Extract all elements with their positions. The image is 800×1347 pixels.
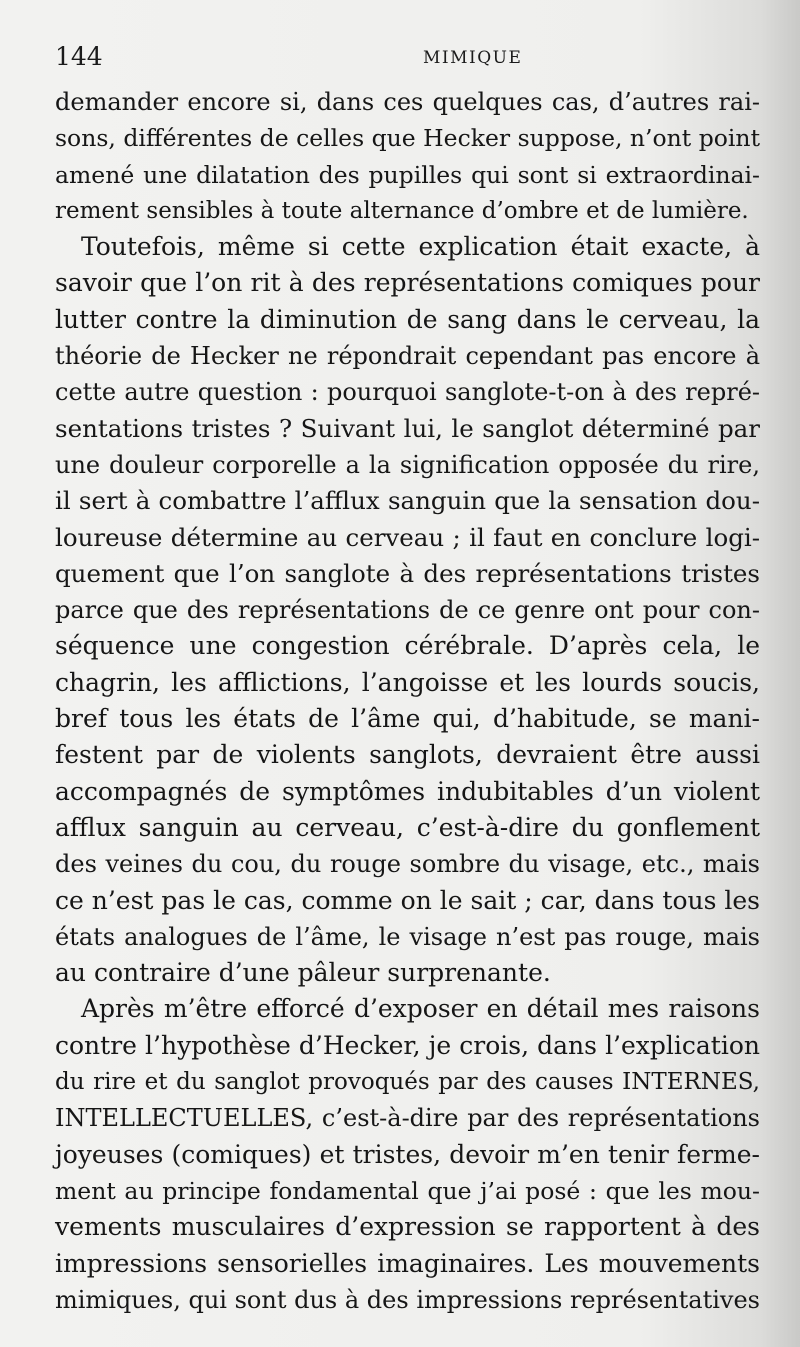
text-line: amené une dilatation des pupilles qui sont si extraordinai- bbox=[55, 160, 760, 189]
text-line: sentations tristes ? Suivant lui, le sanglot déterminé par bbox=[55, 413, 760, 443]
text-line: savoir que l’on rit à des représentations comiques pour bbox=[55, 268, 760, 298]
text-line: loureuse détermine au cerveau ; il faut en conclure logi- bbox=[55, 522, 760, 552]
text-line: Toutefois, même si cette explication était exacte, à bbox=[81, 232, 760, 262]
text-line: séquence une congestion cérébrale. D’après cela, le bbox=[55, 631, 760, 661]
text-line: états analogues de l’âme, le visage n’est pas rouge, mais bbox=[55, 922, 760, 951]
text-line: contre l’hypothèse d’Hecker, je crois, dans l’explication bbox=[55, 1030, 760, 1060]
text-line: bref tous les états de l’âme qui, d’habitude, se mani- bbox=[55, 704, 760, 734]
text-line: chagrin, les afflictions, l’angoisse et les lourds soucis, bbox=[55, 667, 760, 697]
text-line: il sert à combattre l’afflux sanguin que la sensation dou- bbox=[55, 486, 760, 516]
text-line: ment au principe fondamental que j’ai posé : que les mou- bbox=[55, 1176, 760, 1205]
text-line: sons, différentes de celles que Hecker suppose, n’ont point bbox=[55, 124, 761, 153]
text-line: au contraire d’une pâleur surprenante. bbox=[55, 958, 551, 988]
text-line: afflux sanguin au cerveau, c’est-à-dire du gonflement bbox=[55, 812, 760, 842]
running-head: MIMIQUE bbox=[423, 48, 523, 68]
text-line: parce que des représentations de ce genre ont pour con- bbox=[55, 596, 760, 625]
page-number: 144 bbox=[55, 42, 103, 71]
page-header bbox=[55, 42, 755, 76]
text-line: accompagnés de symptômes indubitables d’un violent bbox=[55, 776, 760, 806]
text-line: demander encore si, dans ces quelques cas, d’autres rai- bbox=[55, 88, 760, 116]
text-line: mimiques, qui sont dus à des impressions représentatives bbox=[55, 1285, 760, 1314]
text-line: joyeuses (comiques) et tristes, devoir m’en tenir ferme- bbox=[55, 1139, 760, 1169]
body-text bbox=[55, 84, 760, 1318]
text-line: quement que l’on sanglote à des représentations tristes bbox=[55, 558, 760, 588]
text-line: une douleur corporelle a la signification opposée du rire, bbox=[55, 450, 760, 479]
text-line: théorie de Hecker ne répondrait cependant pas encore à bbox=[55, 342, 760, 371]
text-line: impressions sensorielles imaginaires. Les mouvements bbox=[55, 1248, 760, 1278]
text-line: ce n’est pas le cas, comme on le sait ; car, dans tous les bbox=[55, 885, 760, 915]
text-line: festent par de violents sanglots, devraient être aussi bbox=[55, 740, 760, 770]
text-line: vements musculaires d’expression se rapportent à des bbox=[55, 1212, 760, 1242]
text-line: du rire et du sanglot provoqués par des causes INTERNES, bbox=[55, 1069, 760, 1096]
text-line: des veines du cou, du rouge sombre du visage, etc., mais bbox=[55, 850, 760, 879]
text-line: lutter contre la diminution de sang dans le cerveau, la bbox=[55, 304, 760, 334]
text-line: INTELLECTUELLES, c’est-à-dire par des représentations bbox=[55, 1104, 760, 1133]
text-line: rement sensibles à toute alternance d’ombre et de lumière. bbox=[55, 197, 749, 224]
text-line: cette autre question : pourquoi sanglote-t-on à des repré- bbox=[55, 378, 760, 407]
text-line: Après m’être efforcé d’exposer en détail mes raisons bbox=[81, 994, 760, 1024]
